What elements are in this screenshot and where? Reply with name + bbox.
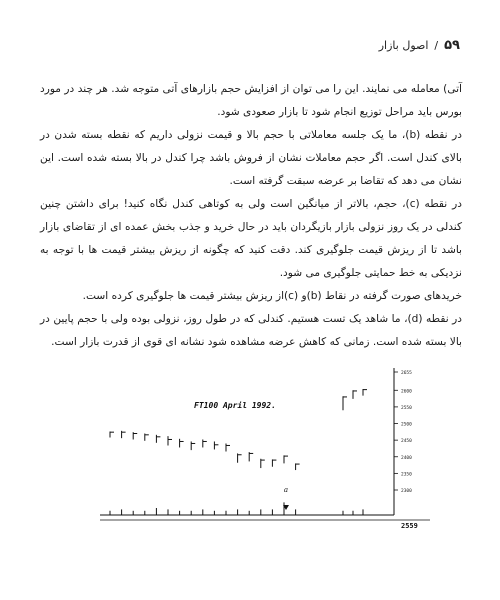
price-bar — [261, 459, 265, 468]
y-tick-label: 2300 — [401, 489, 412, 494]
price-axis-ticks — [394, 370, 412, 494]
price-bar — [343, 396, 347, 410]
paragraph-5: در نقطه (d)، ما شاهد یک تست هستیم. کندلی که در طول روز، نزولی بوده ولی با حجم پایین در بالا بسته شده است. زمانی که کاهش عرضه مشاهده شود نشانه ای قوی از قدرت بازار است. — [40, 313, 462, 348]
y-tick-label: 2655 — [401, 371, 412, 376]
price-bar — [133, 432, 137, 439]
price-bar — [191, 441, 195, 450]
price-bar — [284, 455, 288, 463]
price-bar — [180, 439, 184, 448]
paragraph-1: آتی) معامله می نمایند. این را می توان از افزایش حجم بازارهای آتی متوجه شد. هر چند در مورد بورس باید مراحل توزیع انجام شود تا بازار صعودی شود. — [40, 83, 462, 118]
body-text — [40, 78, 462, 354]
price-bar — [272, 459, 276, 466]
y-tick-label: 2500 — [401, 422, 412, 428]
page-header — [40, 38, 460, 60]
price-bar — [168, 436, 172, 445]
header-title: اصول بازار — [378, 39, 429, 52]
price-volume-chart — [85, 360, 430, 535]
price-bar — [238, 453, 242, 462]
price-bar — [122, 431, 126, 438]
page-number: ۵۹ — [444, 38, 460, 53]
price-bar — [156, 435, 160, 443]
price-bar — [145, 433, 149, 440]
volume-label: 2559 — [401, 522, 418, 530]
price-bar — [110, 431, 114, 437]
price-bar — [203, 439, 207, 447]
y-tick-label: 2350 — [401, 472, 412, 478]
price-bar — [353, 390, 357, 399]
price-bar — [214, 441, 218, 449]
y-tick-label: 2450 — [401, 439, 412, 445]
price-bar — [296, 463, 300, 470]
price-bar — [226, 443, 230, 451]
y-tick-label: 2600 — [401, 389, 412, 395]
y-tick-label: 2400 — [401, 455, 412, 461]
y-tick-label: 2550 — [401, 405, 412, 411]
point-a-marker: a — [283, 486, 289, 494]
price-bar — [363, 389, 367, 396]
paragraph-2: در نقطه (b)، ما یک جلسه معاملاتی با حجم بالا و قیمت نزولی داریم که نقطه بسته شدن در بالای کندل است. اگر حجم معاملات نشان از فروش باشد چرا کندل در بالا بسته شده است. این نشان می دهد که تقاضا بر عرضه سبقت گرفته است. — [40, 129, 462, 187]
volume-bars — [110, 502, 363, 515]
paragraph-4: خریدهای صورت گرفته در نقاط (b)و (c)از ریزش بیشتر قیمت ها جلوگیری کرده است. — [82, 290, 462, 302]
chart-title: FT100 April 1992. — [194, 401, 276, 410]
header-separator: / — [434, 39, 439, 52]
price-bar — [249, 452, 253, 461]
paragraph-3: در نقطه (c)، حجم، بالاتر از میانگین است ولی به کوتاهی کندل نگاه کنید! برای داشتن چنین کندلی در یک روز نزولی بازار بازیگردان باید در حال خرید و جذب بخش عمده ای از تقاضای بازار باشد تا از ریزش قیمت جلوگیری کند. دقت کنید که چگونه از ریزش بیشتر قیمت ها با توجه به نزدیکی به خط حمایتی جلوگیری می شود. — [40, 198, 462, 279]
